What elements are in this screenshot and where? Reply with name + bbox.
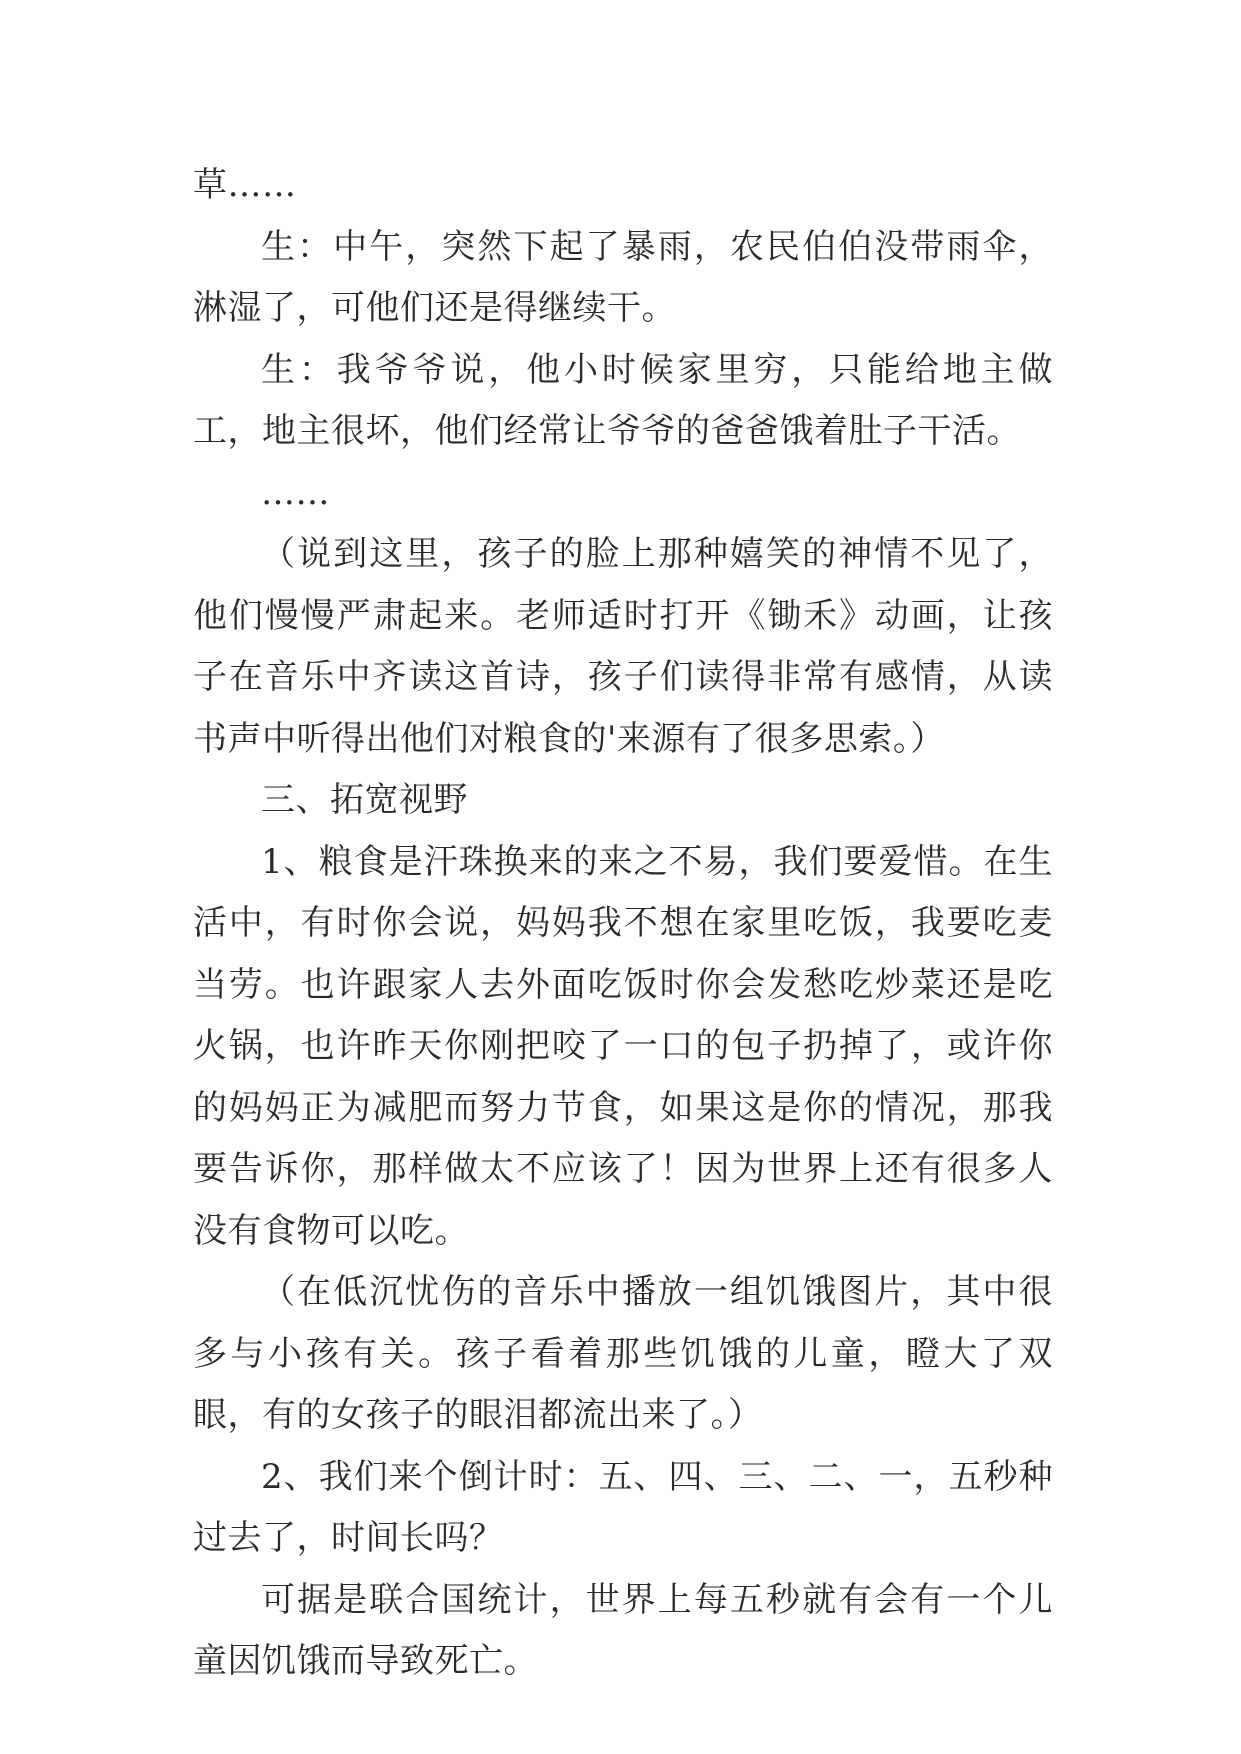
paragraph-point-2: 2、我们来个倒计时：五、四、三、二、一，五秒种过去了，时间长吗？ <box>193 1456 1053 1558</box>
body-text <box>193 155 1053 1693</box>
paragraph-continuation: 草…… <box>193 165 297 205</box>
paragraph-note-hunger-images: （在低沉忧伤的音乐中播放一组饥饿图片，其中很多与小孩有关。孩子看着那些饥饿的儿童，瞪大了双眼，有的女孩子的眼泪都流出来了。） <box>193 1272 1053 1435</box>
section-heading-broaden-view: 三、拓宽视野 <box>261 780 468 820</box>
paragraph-student-noon-rain: 生：中午，突然下起了暴雨，农民伯伯没带雨伞，淋湿了，可他们还是得继续干。 <box>193 226 1053 328</box>
paragraph-point-1: 1、粮食是汗珠换来的来之不易，我们要爱惜。在生活中，有时你会说，妈妈我不想在家里吃饭，我要吃麦当劳。也许跟家人去外面吃饭时你会发愁吃炒菜还是吃火锅，也许昨天你刚把咬了一口的包子扔掉了，或许你的妈妈正为减肥而努力节食，如果这是你的情况，那我要告诉你，那样做太不应该了！因为世界上还有很多人没有食物可以吃。 <box>193 841 1053 1251</box>
paragraph-student-grandpa: 生：我爷爷说，他小时候家里穷，只能给地主做工，地主很坏，他们经常让爷爷的爸爸饿着肚子干活。 <box>193 349 1053 451</box>
paragraph-un-statistics: 可据是联合国统计，世界上每五秒就有会有一个儿童因饥饿而导致死亡。 <box>193 1579 1053 1681</box>
paragraph-ellipsis: …… <box>261 472 330 513</box>
paragraph-note-poem: （说到这里，孩子的脸上那种嬉笑的神情不见了，他们慢慢严肃起来。老师适时打开《锄禾》动画，让孩子在音乐中齐读这首诗，孩子们读得非常有感情，从读书声中听得出他们对粮食的'来源有了很多思索。） <box>193 534 1053 759</box>
